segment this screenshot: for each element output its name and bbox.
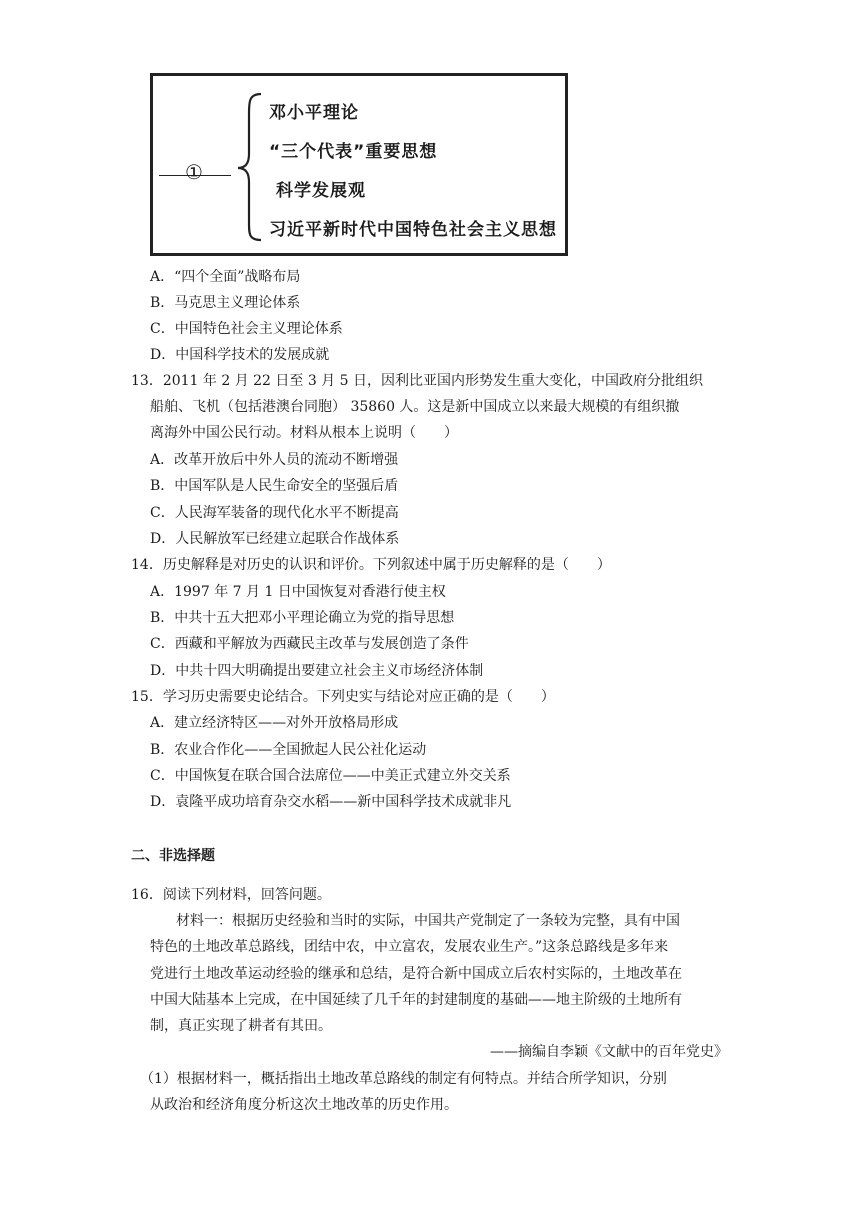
q13-option-d: D．人民解放军已经建立起联合作战体系 bbox=[150, 531, 400, 547]
q15-option-d: D．袁隆平成功培育杂交水稻——新中国科学技术成就非凡 bbox=[150, 794, 512, 810]
diagram-item: “三个代表”重要思想 bbox=[269, 142, 438, 162]
material-line: 中国大陆基本上完成，在中国延续了几千年的封建制度的基础——地主阶级的土地所有 bbox=[150, 992, 682, 1008]
q12-option-a: A．“四个全面”战略布局 bbox=[150, 269, 301, 285]
q13-option-b: B．中国军队是人民生命安全的坚强后盾 bbox=[150, 478, 399, 494]
sub-question-line: 从政治和经济角度分析这次土地改革的历史作用。 bbox=[150, 1097, 458, 1113]
q15-option-b: B．农业合作化——全国掀起人民公社化运动 bbox=[150, 742, 427, 758]
q15-option-c: C．中国恢复在联合国合法席位——中美正式建立外交关系 bbox=[150, 768, 511, 784]
sub-question-line: （1）根据材料一，概括指出土地改革总路线的制定有何特点。并结合所学知识，分别 bbox=[140, 1071, 667, 1087]
q14-option-d: D．中共十四大明确提出要建立社会主义市场经济体制 bbox=[150, 663, 484, 679]
q14-option-a: A．1997 年 7 月 1 日中国恢复对香港行使主权 bbox=[150, 584, 446, 600]
q12-option-c: C．中国特色社会主义理论体系 bbox=[150, 321, 343, 337]
q14-option-b: B．中共十五大把邓小平理论确立为党的指导思想 bbox=[150, 610, 455, 626]
q14-option-c: C．西藏和平解放为西藏民主改革与发展创造了条件 bbox=[150, 636, 469, 652]
circle-number-label: ① bbox=[185, 160, 203, 184]
material-line: 特色的土地改革总路线，团结中农，中立富农，发展农业生产。”这条总路线是多年来 bbox=[150, 939, 669, 955]
theory-diagram bbox=[150, 73, 568, 256]
q13-stem-line: 离海外中国公民行动。材料从根本上说明（ ） bbox=[150, 425, 458, 441]
q13-stem-line: 13．2011 年 2 月 22 日至 3 月 5 日，因利比亚国内形势发生重大变化，中国政府分批组织 bbox=[131, 373, 704, 389]
q13-option-c: C．人民海军装备的现代化水平不断提高 bbox=[150, 505, 399, 521]
q14-stem: 14．历史解释是对历史的认识和评价。下列叙述中属于历史解释的是（ ） bbox=[131, 557, 611, 573]
q16-stem: 16．阅读下列材料，回答问题。 bbox=[131, 887, 331, 903]
curly-brace-icon bbox=[235, 92, 265, 242]
q13-stem-line: 船舶、飞机（包括港澳台同胞） 35860 人。这是新中国成立以来最大规模的有组织撤 bbox=[150, 399, 680, 415]
q15-stem: 15．学习历史需要史论结合。下列史实与结论对应正确的是（ ） bbox=[131, 689, 555, 705]
diagram-item: 习近平新时代中国特色社会主义思想 bbox=[269, 220, 557, 240]
material-line: 材料一：根据历史经验和当时的实际，中国共产党制定了一条较为完整，具有中国 bbox=[176, 913, 680, 929]
q12-option-b: B．马克思主义理论体系 bbox=[150, 295, 301, 311]
diagram-item: 科学发展观 bbox=[276, 181, 366, 201]
q15-option-a: A．建立经济特区——对外开放格局形成 bbox=[150, 715, 399, 731]
section-title: 二、非选择题 bbox=[131, 848, 215, 864]
material-line: 党进行土地改革运动经验的继承和总结，是符合新中国成立后农村实际的，土地改革在 bbox=[150, 966, 682, 982]
material-source: ——摘编自李颖《文献中的百年党史》 bbox=[490, 1044, 728, 1060]
diagram-item: 邓小平理论 bbox=[269, 103, 359, 123]
q12-option-d: D．中国科学技术的发展成就 bbox=[150, 347, 330, 363]
q13-option-a: A．改革开放后中外人员的流动不断增强 bbox=[150, 452, 399, 468]
material-line: 制，真正实现了耕者有其田。 bbox=[150, 1018, 332, 1034]
